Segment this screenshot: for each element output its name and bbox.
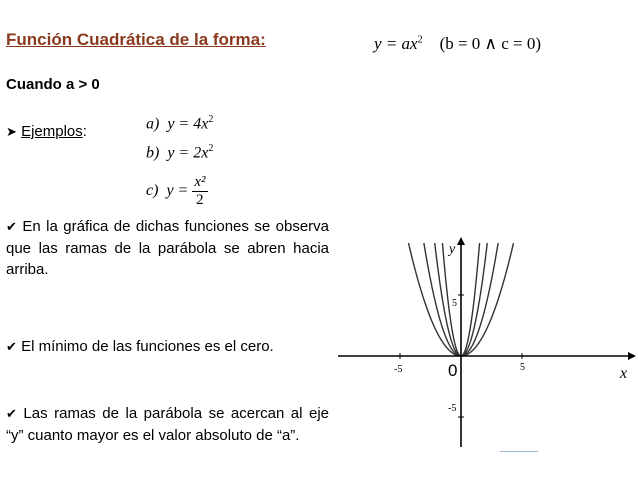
example-b xyxy=(146,143,213,162)
paragraph-text: Las ramas de la parábola se acercan al eje “y” cuanto mayor es el valor absoluto de “a”. xyxy=(6,405,329,444)
x-tick-label-zero: 0 xyxy=(448,361,458,380)
examples-colon: : xyxy=(82,123,87,140)
example-formula: y = xyxy=(166,182,189,200)
fraction-numerator: x² xyxy=(194,174,206,190)
examples-label: Ejemplos xyxy=(21,123,83,140)
formula-lhs: y = ax xyxy=(374,34,418,53)
y-tick-label-neg: -5 xyxy=(448,403,457,414)
subtitle: Cuando a > 0 xyxy=(6,76,100,93)
title-formula xyxy=(374,34,541,54)
y-axis-arrow xyxy=(457,237,465,245)
formula-condition: (b = 0 ∧ c = 0) xyxy=(439,34,542,53)
y-axis-label: y xyxy=(449,242,456,257)
example-exponent: 2 xyxy=(208,114,214,125)
check-icon: ✔ xyxy=(6,407,17,422)
paragraph-1 xyxy=(6,216,329,280)
x-tick-label-pos: 5 xyxy=(520,362,525,373)
example-formula: y = 4x xyxy=(167,115,209,133)
decorative-line xyxy=(500,451,538,452)
example-letter: c) xyxy=(146,182,159,200)
paragraph-text: En la gráfica de dichas funciones se observa que las ramas de la parábola se abren hacia arriba. xyxy=(6,218,329,278)
paragraph-text: El mínimo de las funciones es el cero. xyxy=(21,338,274,355)
x-axis-label: x xyxy=(620,365,628,382)
check-icon: ✔ xyxy=(6,220,17,235)
fraction-denominator: 2 xyxy=(196,192,204,208)
y-tick-label-pos: 5 xyxy=(452,298,457,309)
example-formula: y = 2x xyxy=(167,144,209,162)
check-icon: ✔ xyxy=(6,340,17,355)
x-tick-label-neg: -5 xyxy=(394,364,403,375)
examples-heading xyxy=(6,123,87,140)
example-letter: a) xyxy=(146,115,160,133)
example-fraction xyxy=(192,174,207,209)
arrow-bullet-icon: ➤ xyxy=(6,125,17,140)
parabola-graph xyxy=(338,233,638,455)
x-axis-arrow xyxy=(628,352,636,360)
slide-title: Función Cuadrática de la forma: xyxy=(6,30,266,49)
example-c xyxy=(146,174,208,209)
example-letter: b) xyxy=(146,144,160,162)
example-exponent: 2 xyxy=(208,143,214,154)
formula-exponent: 2 xyxy=(417,34,423,46)
paragraph-2 xyxy=(6,336,329,358)
example-a xyxy=(146,114,213,133)
paragraph-3 xyxy=(6,403,329,446)
